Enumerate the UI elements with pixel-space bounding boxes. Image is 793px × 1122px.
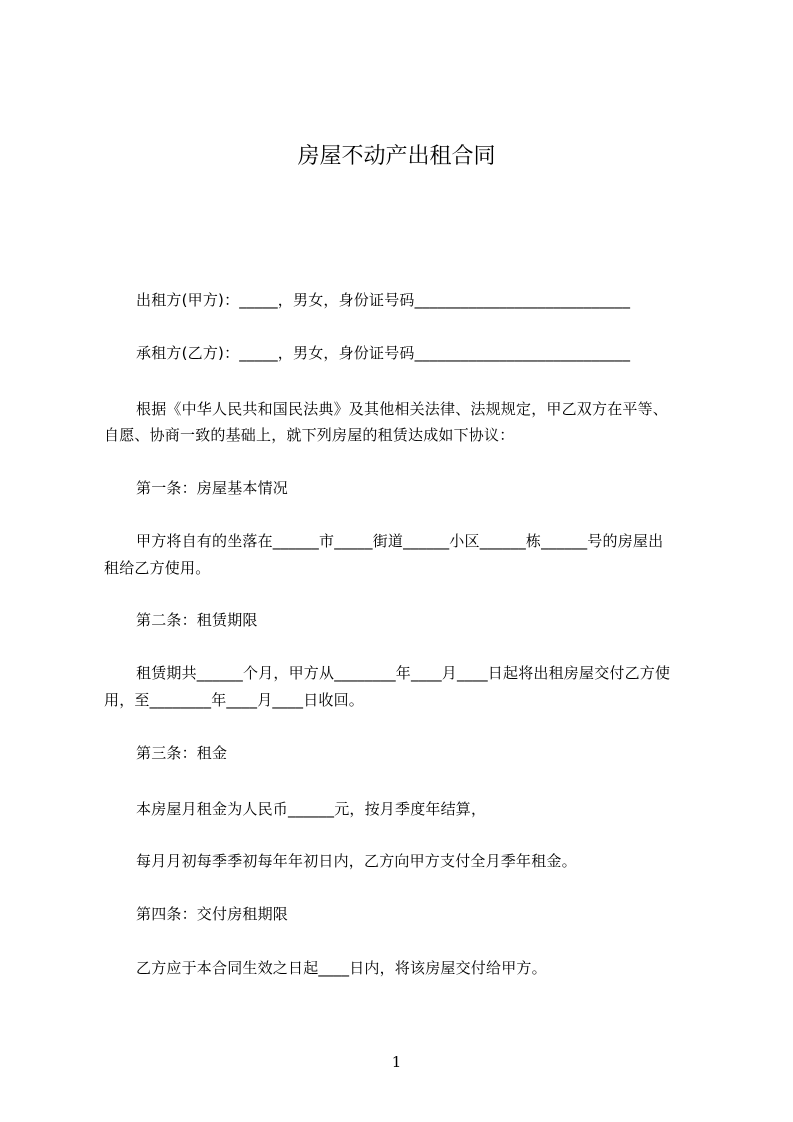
preamble-line-2: 自愿、协商一致的基础上，就下列房屋的租赁达成如下协议： bbox=[104, 426, 515, 444]
article-4-line-1: 乙方应于本合同生效之日起____日内，将该房屋交付给甲方。 bbox=[136, 959, 547, 977]
party-b-line: 承租方(乙方)：_____，男女，身份证号码____________________________ bbox=[136, 344, 631, 362]
article-1-line-2: 租给乙方使用。 bbox=[104, 559, 211, 577]
page-number: 1 bbox=[391, 1053, 402, 1071]
article-1-line-1: 甲方将自有的坐落在______市_____街道______小区______栋______号的房屋出 bbox=[136, 532, 664, 550]
article-3-line-2: 每月月初每季季初每年年初日内，乙方向甲方支付全月季年租金。 bbox=[136, 852, 577, 870]
article-4-heading: 第四条：交付房租期限 bbox=[136, 905, 289, 923]
preamble-line-1: 根据《中华人民共和国民法典》及其他相关法律、法规规定，甲乙双方在平等、 bbox=[136, 400, 669, 418]
party-a-line: 出租方(甲方)：_____，男女，身份证号码____________________________ bbox=[136, 291, 631, 309]
article-2-heading: 第二条：租赁期限 bbox=[136, 611, 258, 629]
document-title: 房屋不动产出租合同 bbox=[297, 144, 496, 169]
article-2-line-1: 租赁期共______个月，甲方从________年____月____日起将出租房屋交付乙方使 bbox=[136, 664, 671, 682]
article-2-line-2: 用，至________年____月____日收回。 bbox=[104, 691, 365, 709]
article-3-heading: 第三条：租金 bbox=[136, 744, 228, 762]
article-1-heading: 第一条：房屋基本情况 bbox=[136, 479, 289, 497]
article-3-line-1: 本房屋月租金为人民币______元，按月季度年结算， bbox=[136, 800, 487, 818]
